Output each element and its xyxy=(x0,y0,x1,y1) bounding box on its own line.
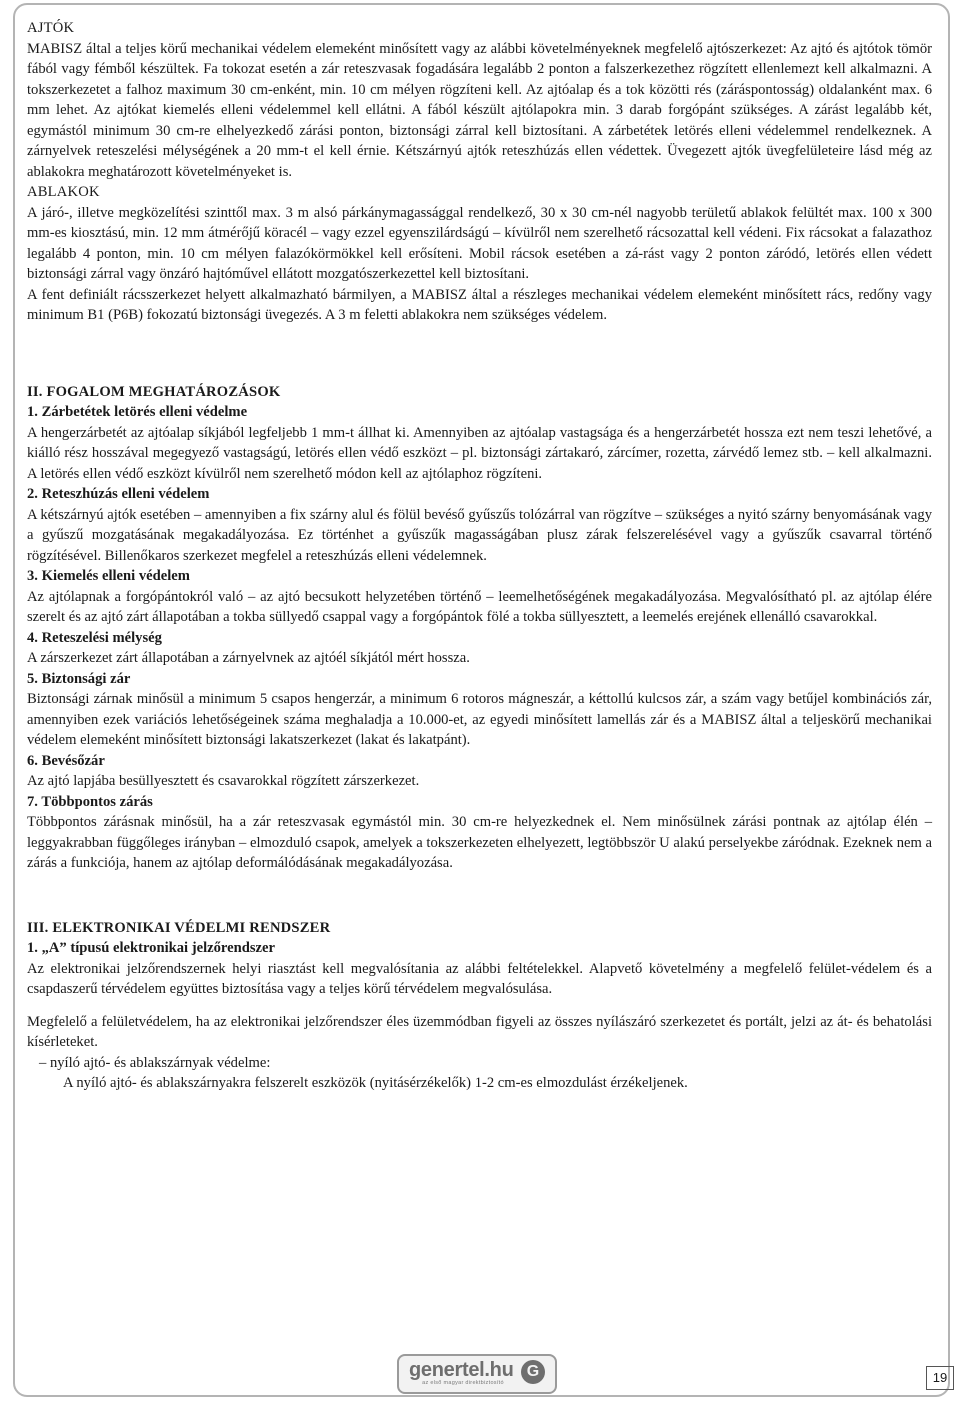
document-body xyxy=(27,18,932,1094)
definition-4-text: A zárszerkezet zárt állapotában a zárnyelvnek az ajtóél síkjától mért hossza. xyxy=(27,650,470,666)
genertel-logo xyxy=(397,1354,557,1394)
windows-heading: ABLAKOK xyxy=(27,184,100,200)
alarm-bullet-text: A nyíló ajtó- és ablakszárnyakra felszerelt eszközök (nyitásérzékelők) 1-2 cm-es elmozdulást érzékeljenek. xyxy=(63,1075,688,1091)
definition-3-title: 3. Kiemelés elleni védelem xyxy=(27,568,190,584)
alarm-system-a-title: 1. „A” típusú elektronikai jelzőrendszer xyxy=(27,940,275,956)
definition-2-title: 2. Reteszhúzás elleni védelem xyxy=(27,486,210,502)
doors-paragraph: MABISZ által a teljes körű mechanikai védelem elemeként minősített vagy az alábbi követelményeknek megfelelő ajtószerkezet: Az ajtó és ajtótok tömör fából vagy fémből készültek. Fa tokozat esetén a zár reteszvasak fogadására legalább 2 ponton a falszerkezethez rögzített ellenlemezt kell alkalmazni. A tokszerkezetet a falhoz maximum 30 cm-enként, min. 10 cm mélyen rögzíteni kell. Az ajtóalap és a tok közötti rés (záráspontosság) oldalanként max. 6 mm lehet. Az ajtókat kiemelés elleni védelemmel kell ellátni. A fából készült ajtólapokra min. 3 darab forgópánt szükséges. A zárást legalább két, egymástól minimum 30 cm-re elhelyezkedő zárási ponton, biztonsági zárral kell biztosítani. A zárbetétek letörés elleni védelemmel rendelkeznek. A zárnyelvek reteszelési mélységének a 20 mm-t el kell érnie. Kétszárnyú ajtók reteszhúzás ellen védettek. Üvegezett ajtók üvegfelületeire lásd még az ablakokra meghatározott követelményeket is. xyxy=(27,40,932,180)
definition-1-text: A hengerzárbetét az ajtóalap síkjából legfeljebb 1 mm-t állhat ki. Amennyiben az ajtóalap vastagsága és a hengerzárbetét hossza ezt nem teszi lehetővé, a kiálló rész hosszával megegyező vastagságú, letörés ellen védő eszközt – pl. biztonsági zártakaró, zárcímer, rozetta, zárvédő lemez stb. – kell alkalmazni. A letörés ellen védő eszközt kívülről nem szerelhető módon kell az ajtólaphoz rögzíteni. xyxy=(27,424,932,482)
windows-paragraph-1: A járó-, illetve megközelítési szinttől max. 3 m alsó párkánymagassággal rendelkező, 30 x 30 cm-nél nagyobb területű ablakok felültét max. 100 x 300 mm-es kiosztású, min. 12 mm átmérőjű köracél – vagy ezzel egyenszilárdságú – kívülről nem szerelhető rácsozattal kell védeni. Fix rácsokat a falazathoz legalább 4 ponton, min. 10 cm mélyen falazókörmökkel kell erősíteni. Mobil rácsok esetében a zá-rást vagy 2 ponton záródó, letörés ellen védett biztonsági zárral vagy önzáró hajtóművel ellátott mozgatószerkezettel kell biztosítani. xyxy=(27,204,932,282)
alarm-paragraph-2: Megfelelő a felületvédelem, ha az elektronikai jelzőrendszer éles üzemmódban figyeli az összes nyílászáró szerkezetet és portált, jelzi az át- és behatolási kísérleteket. xyxy=(27,1013,932,1050)
definition-5-text: Biztonsági zárnak minősül a minimum 5 csapos hengerzár, a minimum 6 rotoros mágneszár, a kéttollú kulcsos zár, a szám vagy betűjel kombinációs zár, amennyiben ezek variációs lehetőségeinek száma meghaladja a 10.000-et, az egyedi minősített lamellás zár és a MABISZ által a teljeskörű mechanikai védelem elemeként minősített biztonsági lakatszerkezet (lakat és lakatpánt). xyxy=(27,691,932,748)
definition-6-title: 6. Bevésőzár xyxy=(27,752,105,769)
alarm-bullet: – nyíló ajtó- és ablakszárnyak védelme: xyxy=(39,1054,271,1071)
logo-g-icon: G xyxy=(521,1360,545,1384)
definition-4-title: 4. Reteszelési mélység xyxy=(27,629,162,646)
definition-7-text: Többpontos zárásnak minősül, ha a zár reteszvasak egymástól min. 30 cm-re helyezkednek el. Nem minősülnek zárási pontnak az ajtólap élén – leggyakrabban függőleges irányban – elmozduló csapok, amelyek a tokszerkezeten elhelyezett, legtöbbször U alakú perselyekbe záródnak. Ezeknek nem a zárás a funkciója, hanem az ajtólap deformálódásának megakadályozása. xyxy=(27,814,932,871)
definition-5-title: 5. Biztonsági zár xyxy=(27,670,131,687)
definition-1-title: 1. Zárbetétek letörés elleni védelme xyxy=(27,404,248,420)
definition-3-text: Az ajtólapnak a forgópántokról való – az ajtó becsukott helyzetében történő – leemelhetőségének megakadályozása. Megvalósítható pl. az ajtólap élére szerelt és az ajtó zárt állapotában a tokba süllyedő csappal vagy a forgópántok fölé a tokba süllyesztett, a leemelés erejének ellenálló csavarokkal. xyxy=(27,588,932,625)
section-2-title: II. FOGALOM MEGHATÁROZÁSOK xyxy=(27,383,281,400)
definition-2-text: A kétszárnyú ajtók esetében – amennyiben a fix szárny alul és fölül bevéső gyűszűs tolózárral van rögzítve – szükséges a nyitó szárny benyomásának vagy a gyűszű mozgatásának megakadályozása. Ez történhet a gyűszűk magasságában plusz zárak felszerelésével vagy a gyűszűk csavarral történő rögzítésével. Billenőkaros szerkezet megfelel a reteszhúzás elleni védelemnek. xyxy=(27,506,932,564)
windows-paragraph-2: A fent definiált rácsszerkezet helyett alkalmazható bármilyen, a MABISZ által a részleges mechanikai védelem elemeként minősített rács, redőny vagy minimum B1 (P6B) fokozatú biztonsági üvegezés. A 3 m feletti ablakokra nem szükséges védelem. xyxy=(27,286,932,323)
page-number: 19 xyxy=(926,1366,954,1390)
definition-7-title: 7. Többpontos zárás xyxy=(27,793,153,810)
doors-heading: AJTÓK xyxy=(27,20,75,36)
definition-6-text: Az ajtó lapjába besüllyesztett és csavarokkal rögzített zárszerkezet. xyxy=(27,773,420,789)
logo-wordmark: genertel.hu xyxy=(409,1359,514,1381)
alarm-paragraph-1: Az elektronikai jelzőrendszernek helyi riasztást kell megvalósítania az alábbi feltételekkel. Alapvető követelmény a megfelelő felület-védelem és a csapdaszerű térvédelem együttes biztosítása vagy a teljes körű térvédelem megvalósulása. xyxy=(27,960,932,997)
logo-tagline: az első magyar direktbiztosító xyxy=(422,1380,504,1386)
section-3-title: III. ELEKTRONIKAI VÉDELMI RENDSZER xyxy=(27,919,331,936)
